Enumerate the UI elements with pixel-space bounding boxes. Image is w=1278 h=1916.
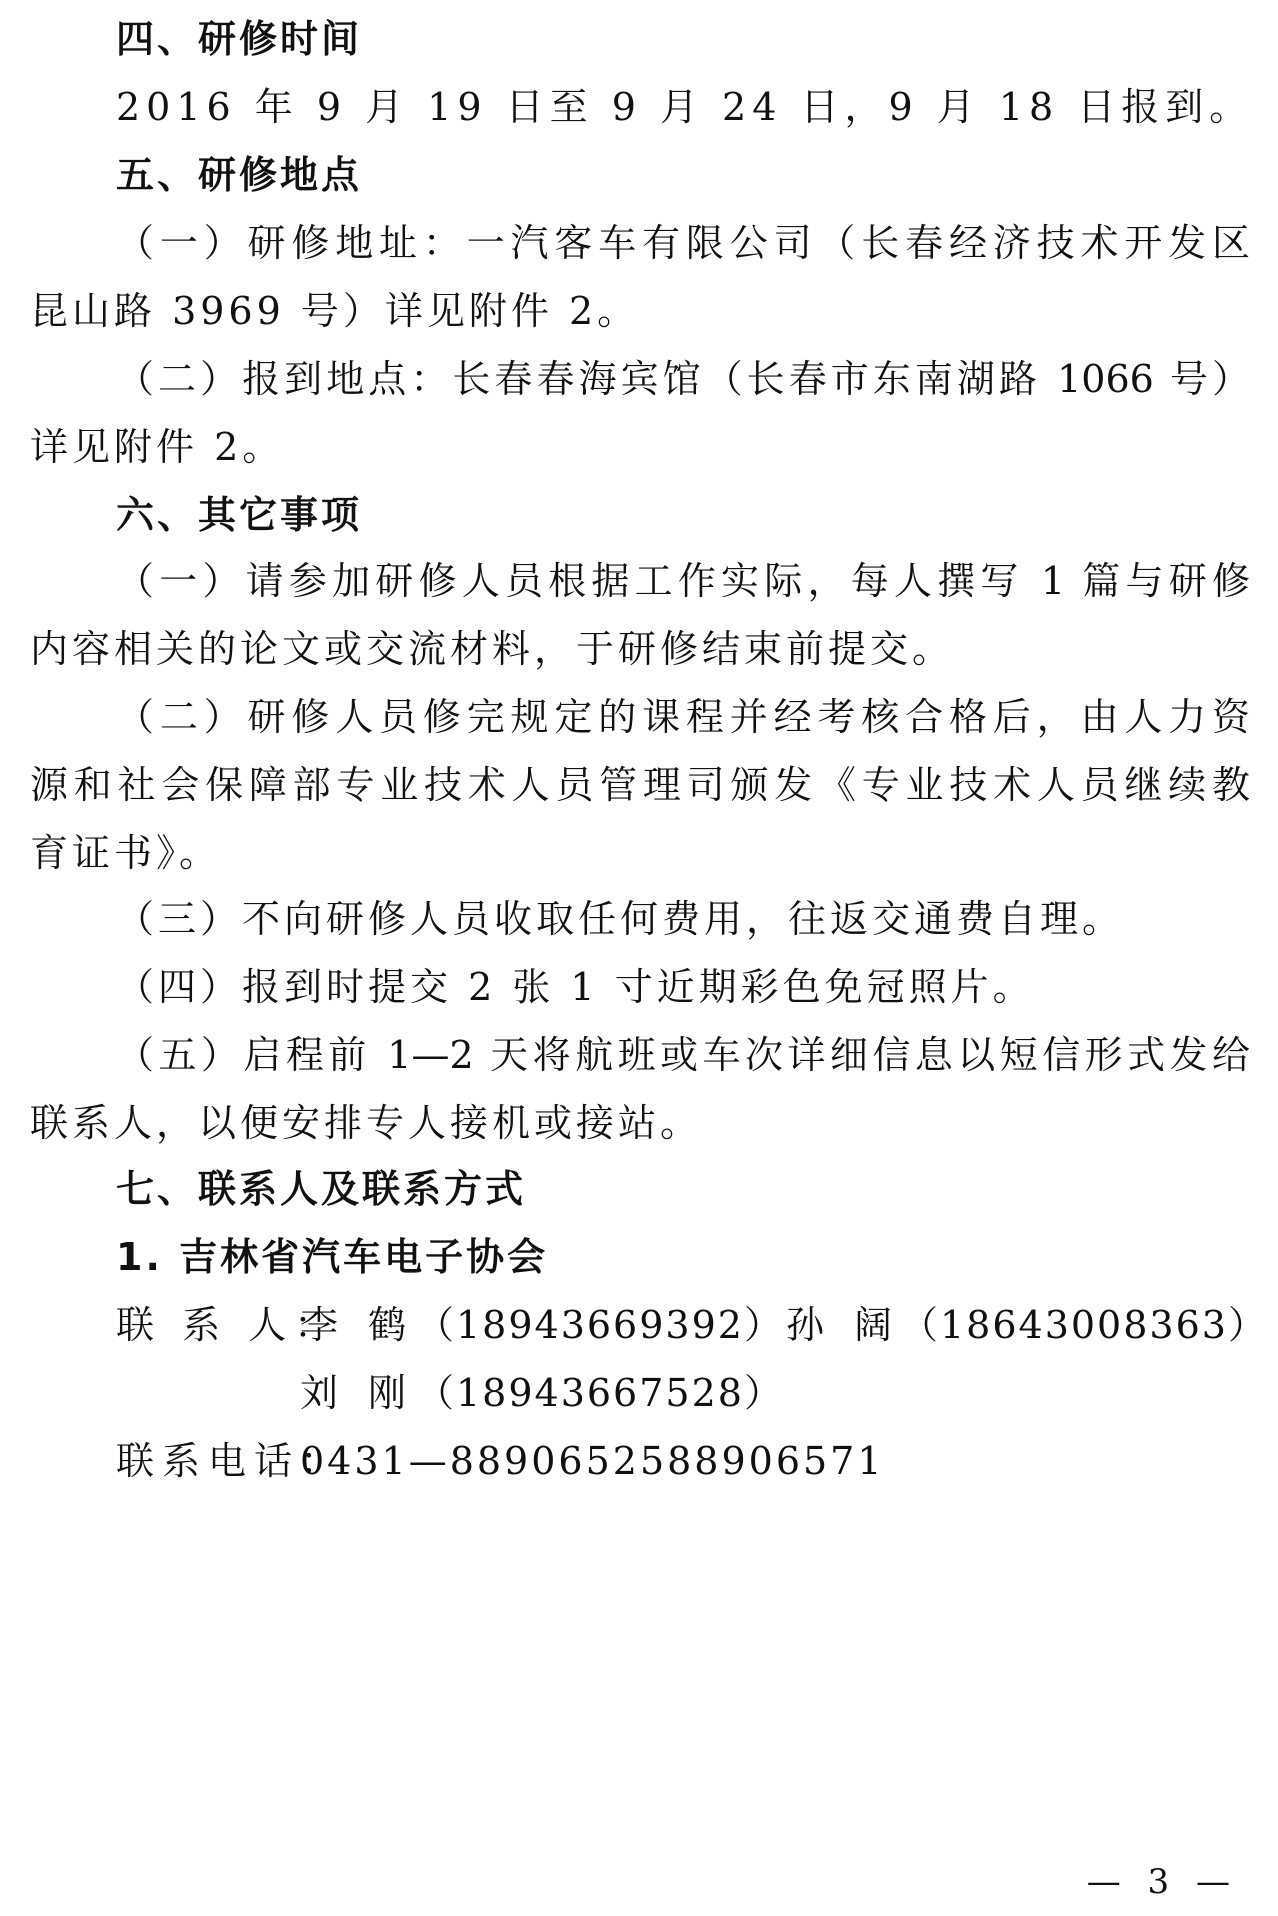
section-text-time: 2016 年 9 月 19 日至 9 月 24 日，9 月 18 日报到。 bbox=[116, 85, 1254, 129]
section-heading-contacts: 七、联系人及联系方式 bbox=[116, 1167, 527, 1211]
other-item-2-line-2: 源和社会保障部专业技术人员管理司颁发《专业技术人员继续教 bbox=[30, 763, 1250, 807]
other-item-2-line-1: （二）研修人员修完规定的课程并经考核合格后，由人力资 bbox=[116, 695, 1250, 739]
other-item-1-line-1: （一）请参加研修人员根据工作实际，每人撰写 1 篇与研修 bbox=[116, 559, 1250, 603]
contact-phone-value: 0431—8890652588906571 bbox=[300, 1439, 885, 1483]
contact-name-1: 李鹤 bbox=[300, 1303, 437, 1347]
contact-phone-3: （18943667528） bbox=[416, 1371, 784, 1415]
section-heading-other: 六、其它事项 bbox=[116, 493, 363, 537]
contact-name-3: 刘刚 bbox=[300, 1371, 437, 1415]
other-item-5-line-1: （五）启程前 1—2 天将航班或车次详细信息以短信形式发给 bbox=[116, 1033, 1250, 1077]
contact-person-label: 联 系 人： bbox=[116, 1303, 341, 1347]
location-item-1-line-1: （一）研修地址：一汽客车有限公司（长春经济技术开发区 bbox=[116, 221, 1250, 265]
other-item-1-line-2: 内容相关的论文或交流材料，于研修结束前提交。 bbox=[30, 627, 955, 671]
location-item-1-line-2: 昆山路 3969 号）详见附件 2。 bbox=[30, 289, 640, 333]
contact-phone-1: （18943669392） bbox=[416, 1303, 784, 1347]
other-item-3: （三）不向研修人员收取任何费用，往返交通费自理。 bbox=[116, 897, 1125, 941]
other-item-5-line-2: 联系人，以便安排专人接机或接站。 bbox=[30, 1101, 703, 1145]
other-item-2-line-3: 育证书》。 bbox=[30, 831, 222, 875]
contact-organization: 1. 吉林省汽车电子协会 bbox=[116, 1235, 549, 1279]
contact-name-2: 孙阔 bbox=[786, 1303, 923, 1347]
section-heading-time: 四、研修时间 bbox=[116, 17, 363, 61]
location-item-2-line-2: 详见附件 2。 bbox=[30, 425, 285, 469]
location-item-2-line-1: （二）报到地点：长春春海宾馆（长春市东南湖路 1066 号） bbox=[116, 357, 1250, 401]
section-heading-location: 五、研修地点 bbox=[116, 153, 363, 197]
other-item-4: （四）报到时提交 2 张 1 寸近期彩色免冠照片。 bbox=[116, 965, 1035, 1009]
contact-phone-2: （18643008363） bbox=[900, 1303, 1268, 1347]
page-number: — 3 — bbox=[1086, 1862, 1238, 1902]
contact-phone-label: 联系电话： bbox=[116, 1439, 347, 1483]
